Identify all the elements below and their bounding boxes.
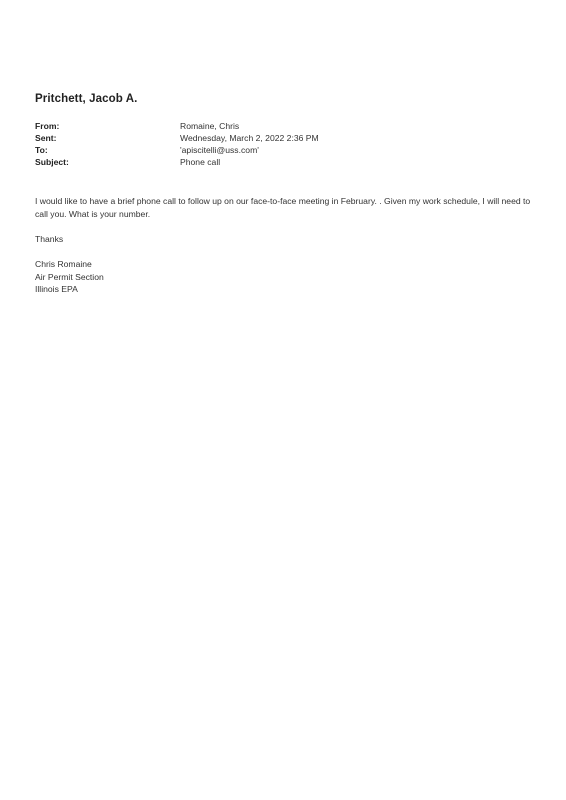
sent-label: Sent:	[35, 133, 57, 143]
email-header-block	[35, 120, 535, 168]
from-label: From:	[35, 121, 60, 131]
to-value: 'apiscitelli@uss.com'	[180, 145, 259, 155]
subject-label: Subject:	[35, 157, 69, 167]
from-value: Romaine, Chris	[180, 121, 240, 131]
header-row-subject	[35, 156, 535, 168]
header-row-from	[35, 120, 535, 132]
signature-section: Air Permit Section	[35, 271, 104, 282]
subject-value: Phone call	[180, 157, 221, 167]
to-label: To:	[35, 145, 48, 155]
email-signature	[35, 258, 104, 296]
header-row-to	[35, 144, 535, 156]
signature-agency: Illinois EPA	[35, 284, 78, 294]
email-body	[35, 195, 545, 220]
email-closing: Thanks	[35, 234, 64, 244]
header-row-sent	[35, 132, 535, 144]
signature-name: Chris Romaine	[35, 259, 92, 269]
sent-value: Wednesday, March 2, 2022 2:36 PM	[180, 133, 319, 143]
mailbox-owner-name: Pritchett, Jacob A.	[35, 93, 138, 105]
email-body-paragraph: I would like to have a brief phone call to follow up on our face-to-face meeting in February. . Given my work schedule, I will need to call you. What is your number.	[35, 196, 531, 219]
